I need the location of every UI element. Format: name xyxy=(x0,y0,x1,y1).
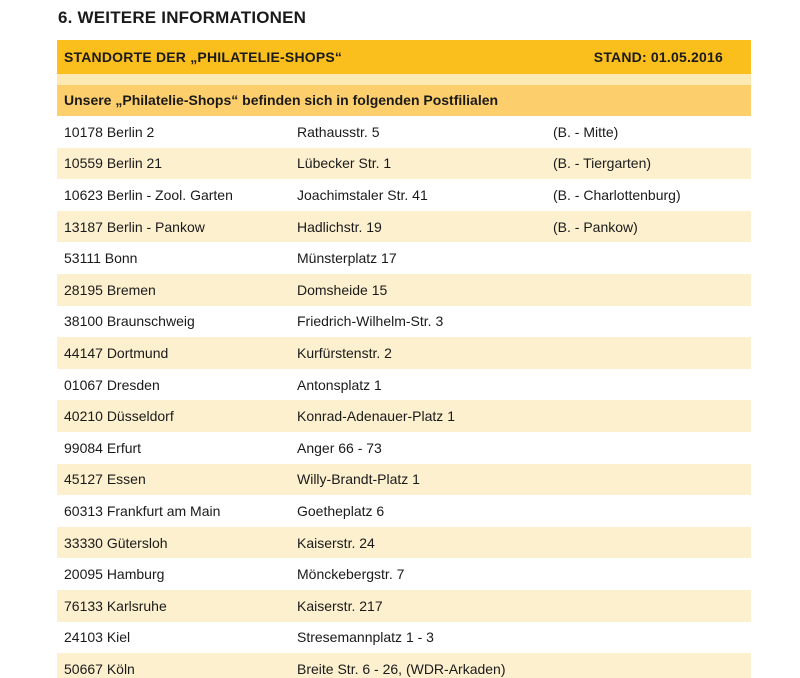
status-date: STAND: 01.05.2016 xyxy=(593,49,723,65)
city-cell: 40210 Düsseldorf xyxy=(64,408,174,425)
intro-text: Unsere „Philatelie-Shops“ befinden sich in folgenden Postfilialen xyxy=(57,85,751,116)
section-title: 6. WEITERE INFORMATIONEN xyxy=(58,8,307,27)
address-cell: Rathausstr. 5 xyxy=(297,123,380,140)
table-row xyxy=(57,622,751,654)
city-cell: 20095 Hamburg xyxy=(64,566,165,583)
city-cell: 24103 Kiel xyxy=(64,629,131,646)
address-cell: Antonsplatz 1 xyxy=(297,376,382,393)
table-row xyxy=(57,337,751,369)
table-row xyxy=(57,148,751,180)
table-row xyxy=(57,116,751,148)
city-cell: 10623 Berlin - Zool. Garten xyxy=(64,186,233,203)
city-cell: 99084 Erfurt xyxy=(64,439,142,456)
city-cell: 45127 Essen xyxy=(64,471,146,488)
table-row xyxy=(57,527,751,559)
address-cell: Hadlichstr. 19 xyxy=(297,218,382,235)
city-cell: 53111 Bonn xyxy=(64,250,138,267)
table-row xyxy=(57,432,751,464)
city-cell: 13187 Berlin - Pankow xyxy=(64,218,205,235)
address-cell: Münsterplatz 17 xyxy=(297,250,397,267)
shop-locations-table xyxy=(57,40,751,678)
table-row xyxy=(57,495,751,527)
district-cell: (B. - Mitte) xyxy=(553,123,619,140)
address-cell: Friedrich-Wilhelm-Str. 3 xyxy=(297,313,444,330)
address-cell: Kurfürstenstr. 2 xyxy=(297,344,392,361)
address-cell: Lübecker Str. 1 xyxy=(297,155,392,172)
table-body xyxy=(57,116,751,678)
district-cell: (B. - Charlottenburg) xyxy=(553,186,681,203)
city-cell: 01067 Dresden xyxy=(64,376,160,393)
address-cell: Joachimstaler Str. 41 xyxy=(297,186,428,203)
address-cell: Breite Str. 6 - 26, (WDR-Arkaden) xyxy=(297,660,506,677)
table-row xyxy=(57,242,751,274)
table-header xyxy=(57,40,751,74)
address-cell: Domsheide 15 xyxy=(297,281,388,298)
table-row xyxy=(57,400,751,432)
header-spacer xyxy=(57,74,751,85)
city-cell: 33330 Gütersloh xyxy=(64,534,168,551)
table-row xyxy=(57,179,751,211)
table-row xyxy=(57,590,751,622)
city-cell: 28195 Bremen xyxy=(64,281,156,298)
table-row xyxy=(57,653,751,678)
table-row xyxy=(57,464,751,496)
table-row xyxy=(57,558,751,590)
city-cell: 10559 Berlin 21 xyxy=(64,155,163,172)
address-cell: Mönckebergstr. 7 xyxy=(297,566,405,583)
district-cell: (B. - Pankow) xyxy=(553,218,638,235)
address-cell: Goetheplatz 6 xyxy=(297,502,385,519)
address-cell: Konrad-Adenauer-Platz 1 xyxy=(297,408,455,425)
address-cell: Stresemannplatz 1 - 3 xyxy=(297,629,434,646)
city-cell: 60313 Frankfurt am Main xyxy=(64,502,221,519)
district-cell: (B. - Tiergarten) xyxy=(553,155,652,172)
table-row xyxy=(57,274,751,306)
address-cell: Kaiserstr. 24 xyxy=(297,534,375,551)
city-cell: 76133 Karlsruhe xyxy=(64,597,167,614)
table-row xyxy=(57,369,751,401)
city-cell: 10178 Berlin 2 xyxy=(64,123,155,140)
city-cell: 50667 Köln xyxy=(64,660,135,677)
address-cell: Willy-Brandt-Platz 1 xyxy=(297,471,420,488)
table-row xyxy=(57,306,751,338)
city-cell: 38100 Braunschweig xyxy=(64,313,195,330)
table-title: STANDORTE DER „PHILATELIE-SHOPS“ xyxy=(64,49,343,65)
city-cell: 44147 Dortmund xyxy=(64,344,169,361)
table-row xyxy=(57,211,751,243)
address-cell: Kaiserstr. 217 xyxy=(297,597,383,614)
address-cell: Anger 66 - 73 xyxy=(297,439,382,456)
